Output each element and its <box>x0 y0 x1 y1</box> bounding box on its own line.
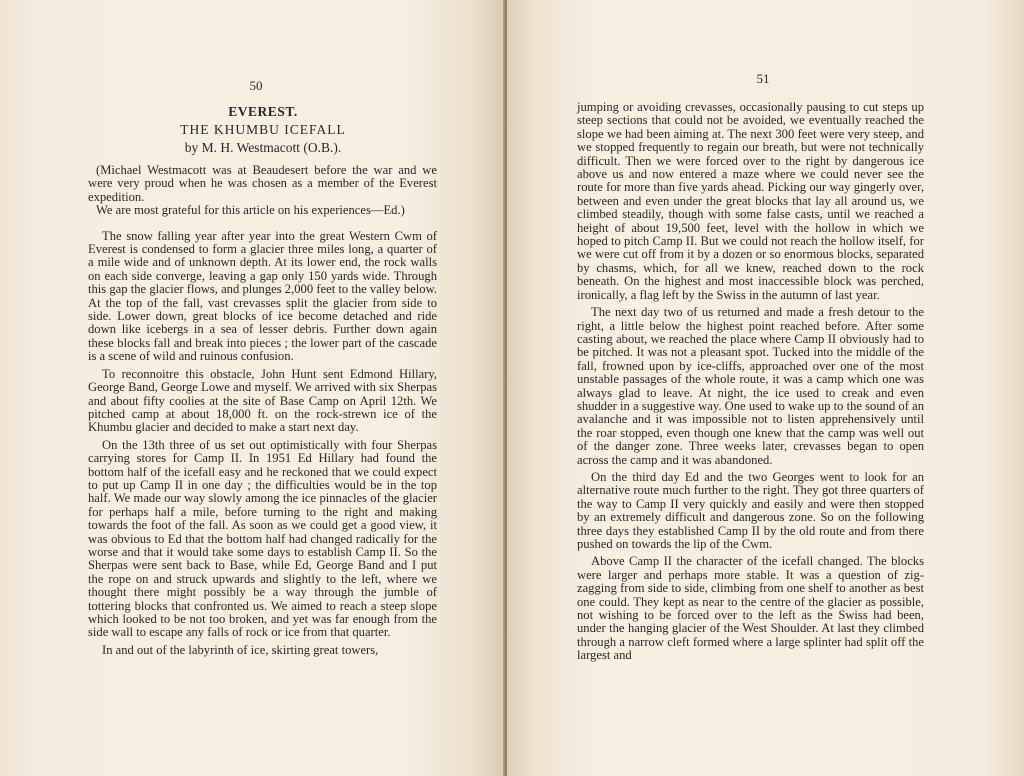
body-paragraph: On the third day Ed and the two Georges went to look for an alternative route much further to the right. They got three quarters of the way to Camp II very quickly and easily and were then stopped by an extremely difficult and dangerous zone. So on the following three days they established Camp II by the old route and from there pushed on towards the lip of the Cwm. <box>577 469 924 551</box>
body-paragraph: The snow falling year after year into the great Western Cwm of Everest is condensed to form a glacier three miles long, a quarter of a mile wide and of unknown depth. At its lower end, the rock walls on each side converge, leaving a gap only 150 yards wide. Through this gap the glacier flows, and plunges 2,000 feet to the valley below. At the top of the fall, vast crevasses split the glacier from side to side. Lower down, great blocks of ice become detached and ride down like icebergs in a sea of lesser debris. Further down again these blocks fall and break into pieces ; the lower part of the cascade is a scene of wild and ruinous confusion. <box>88 228 437 364</box>
body-paragraph: To reconnoitre this obstacle, John Hunt sent Edmond Hillary, George Band, George Lowe and myself. We arrived with six Sherpas and about fifty coolies at the site of Base Camp on April 12th. We pitched camp at about 18,000 ft. on the rock-strewn ice of the Khumbu glacier and decided to make a start next day. <box>88 366 437 435</box>
body-paragraph: In and out of the labyrinth of ice, skirting great towers, <box>102 642 379 657</box>
article-byline: by M. H. Westmacott (O.B.). <box>184 140 342 155</box>
body-paragraph: jumping or avoiding crevasses, occasionally pausing to cut steps up steep sections that could not be avoided, we eventually reached the slope we had been aiming at. The next 300 feet were very steep, and we stopped frequently to regain our breath, but were not technically difficult. Then we were forced over to the right by dangerous ice above us and now entered a maze where we could never see the route for more than five yards ahead. Picking our way gingerly over, between and even under the great blocks that lay all around us, we climbed steadily, though with some false casts, until we reached a height of about 19,500 feet, level with the hollow in which we hoped to pitch Camp II. But we could not reach the hollow itself, for we were cut off from it by a dozen or so enormous blocks, separated by chasms, which, for all we knew, reached down to the rock beneath. On the highest and most inaccessible block was perched, ironically, a flag left by the Swiss in the autumn of last year. <box>577 100 924 302</box>
article-subtitle: THE KHUMBU ICEFALL <box>180 122 346 137</box>
article-heading <box>86 103 440 157</box>
page-number-left: 50 <box>249 78 263 93</box>
page-number-right: 51 <box>756 71 770 86</box>
editor-note: We are most grateful for this article on his experiences—Ed.) <box>96 203 405 218</box>
body-paragraph: The next day two of us returned and made a fresh detour to the right, a little below the highest point reached before. After some casting about, we reached the place where Camp II obviously had to be pitched. It was not a pleasant spot. Tucked into the middle of the fall, frowned upon by ice-cliffs, approached over one of the most unstable passages of the whole route, it was a camp which one was always glad to leave. At night, the ice used to creak and even shudder in a suggestive way. One used to wake up to the sound of an avalanche and it was impossible not to listen apprehensively until the roar stopped, even though one knew that the camp was well out of the danger zone. Three weeks later, crevasses began to open across the camp and it was abandoned. <box>577 305 924 467</box>
editor-note: (Michael Westmacott was at Beaudesert before the war and we were very proud when he was chosen as a member of the Everest expedition. <box>88 163 437 204</box>
body-paragraph: Above Camp II the character of the icefall changed. The blocks were larger and perhaps more stable. It was a question of zig-zagging from side to side, climbing from one shelf to another as best one could. They kept as near to the centre of the glacier as possible, not wishing to be forced over to the left as the Swiss had been, under the hanging glacier of the West Shoulder. At last they climbed through a narrow cleft formed where a large splinter had split off the largest and <box>577 554 924 663</box>
article-title: EVEREST. <box>228 104 298 119</box>
left-page <box>0 0 505 776</box>
left-page-body <box>88 164 437 661</box>
body-paragraph: On the 13th three of us set out optimistically with four Sherpas carrying stores for Camp II. In 1951 Ed Hillary had found the bottom half of the icefall easy and he reckoned that we could expect to put up Camp II in one day ; the difficulties would be in the top half. We made our way slowly among the ice pinnacles of the glacier for perhaps half a mile, before turning to the right and making towards the foot of the fall. As soon as we could get a good view, it was obvious to Ed that the bottom half had changed radically for the worse and that it would take some days to establish Camp II. So the Sherpas were sent back to Base, while Ed, George Band and I put the rope on and struck upwards and slightly to the left, where we thought there might possibly be a way through the jumble of tottering blocks that confronted us. We aimed to reach a steep slope which looked to be not too broken, and yet was far enough from the side wall to escape any falls of rock or ice from that quarter. <box>88 437 437 640</box>
right-page-body <box>577 101 924 667</box>
